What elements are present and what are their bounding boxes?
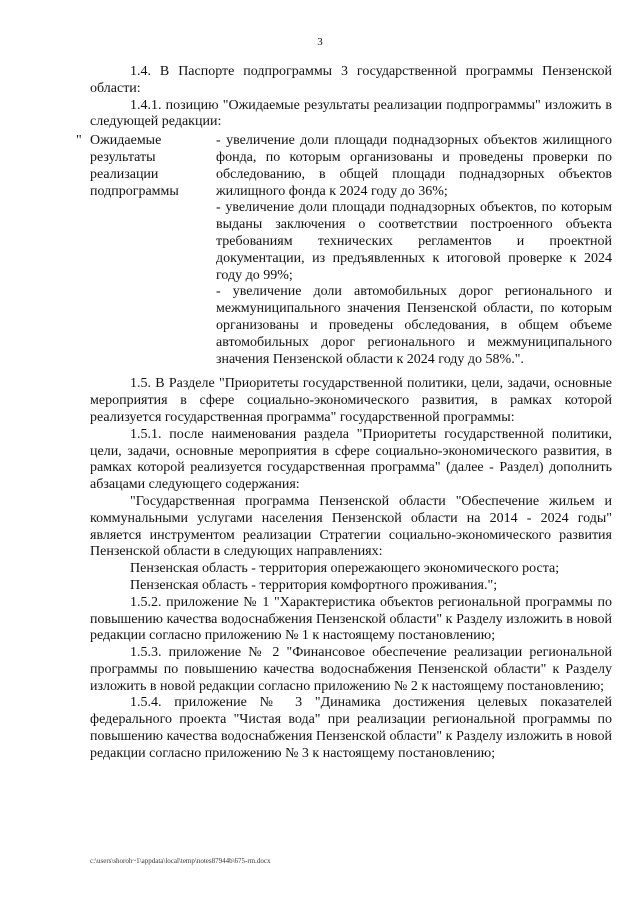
paragraph: 1.5.2. приложение № 1 "Характеристика объектов региональной программы по повышению качества водоснабжения Пензенской области" к Разделу изложить в новой редакции согласно приложению № 1 к настоящему постановлению; xyxy=(90,594,612,644)
page-number: 3 xyxy=(317,36,323,48)
paragraph: 1.4. В Паспорте подпрограммы 3 государственной программы Пензенской области: xyxy=(90,64,612,96)
list-item: - увеличение доли площади поднадзорных объектов жилищного фонда, по которым организованы и проведены проверки по обследованию, в общей площади поднадзорных объектов жилищного фонда к 2024 году до 36%; xyxy=(216,133,612,199)
opening-quote: " xyxy=(76,133,82,149)
paragraph: 1.5.4. приложение № 3 "Динамика достижения целевых показателей федерального проекта "Чистая вода" при реализации региональной программы по повышению качества водоснабжения Пензенской области" к Разделу изложить в новой редакции согласно приложению № 3 к настоящему постановлению; xyxy=(90,695,612,761)
paragraph: Пензенская область - территория комфортного проживания."; xyxy=(130,577,498,593)
passport-table xyxy=(76,133,612,368)
paragraph: Пензенская область - территория опережающего экономического роста; xyxy=(130,561,560,577)
paragraph: 1.5. В Разделе "Приоритеты государственной политики, цели, задачи, основные мероприятия в сфере социально-экономического развития, в рамках которой реализуется государственная программа" государственной программы: xyxy=(90,376,612,425)
file-path-footer: c:\users\shoroh~1\appdata\local\temp\notes87944b\675-rm.docx xyxy=(90,857,271,865)
table-right-cell xyxy=(216,133,612,368)
table-left-cell: Ожидаемые результаты реализации подпрограммы xyxy=(90,133,179,199)
document-body xyxy=(76,64,612,763)
paragraph: 1.4.1. позицию "Ожидаемые результаты реализации подпрограммы" изложить в следующей редакции: xyxy=(90,97,612,130)
list-item: - увеличение доли автомобильных дорог регионального и межмуниципального значения Пензенской области, по которым организованы и проведены обследования, в общем объеме автомобильных дорог регионального и межмуниципального значения Пензенской области к 2024 году до 58%.". xyxy=(216,284,612,367)
list-item: - увеличение доли площади поднадзорных объектов, по которым выданы заключения о соответствии построенного объекта требованиям технических регламентов и проектной документации, из предъявленных к итоговой проверке к 2024 году до 99%; xyxy=(216,200,612,283)
paragraph: 1.5.3. приложение № 2 "Финансовое обеспечение реализации региональной программы по повышению качества водоснабжения Пензенской области" к Разделу изложить в новой редакции согласно приложению № 2 к настоящему постановлению; xyxy=(90,645,612,694)
paragraph: "Государственная программа Пензенской области "Обеспечение жильем и коммунальными услугами населения Пензенской области на 2014 - 2024 годы" является инструментом реализации Стратегии социально-экономического развития Пензенской области в следующих направлениях: xyxy=(90,493,612,560)
paragraph: 1.5.1. после наименования раздела "Приоритеты государственной политики, цели, задачи, основные мероприятия в сфере социально-экономического развития, в рамках которой реализуется государственная программа" (далее - Раздел) дополнить абзацами следующего содержания: xyxy=(90,426,612,493)
